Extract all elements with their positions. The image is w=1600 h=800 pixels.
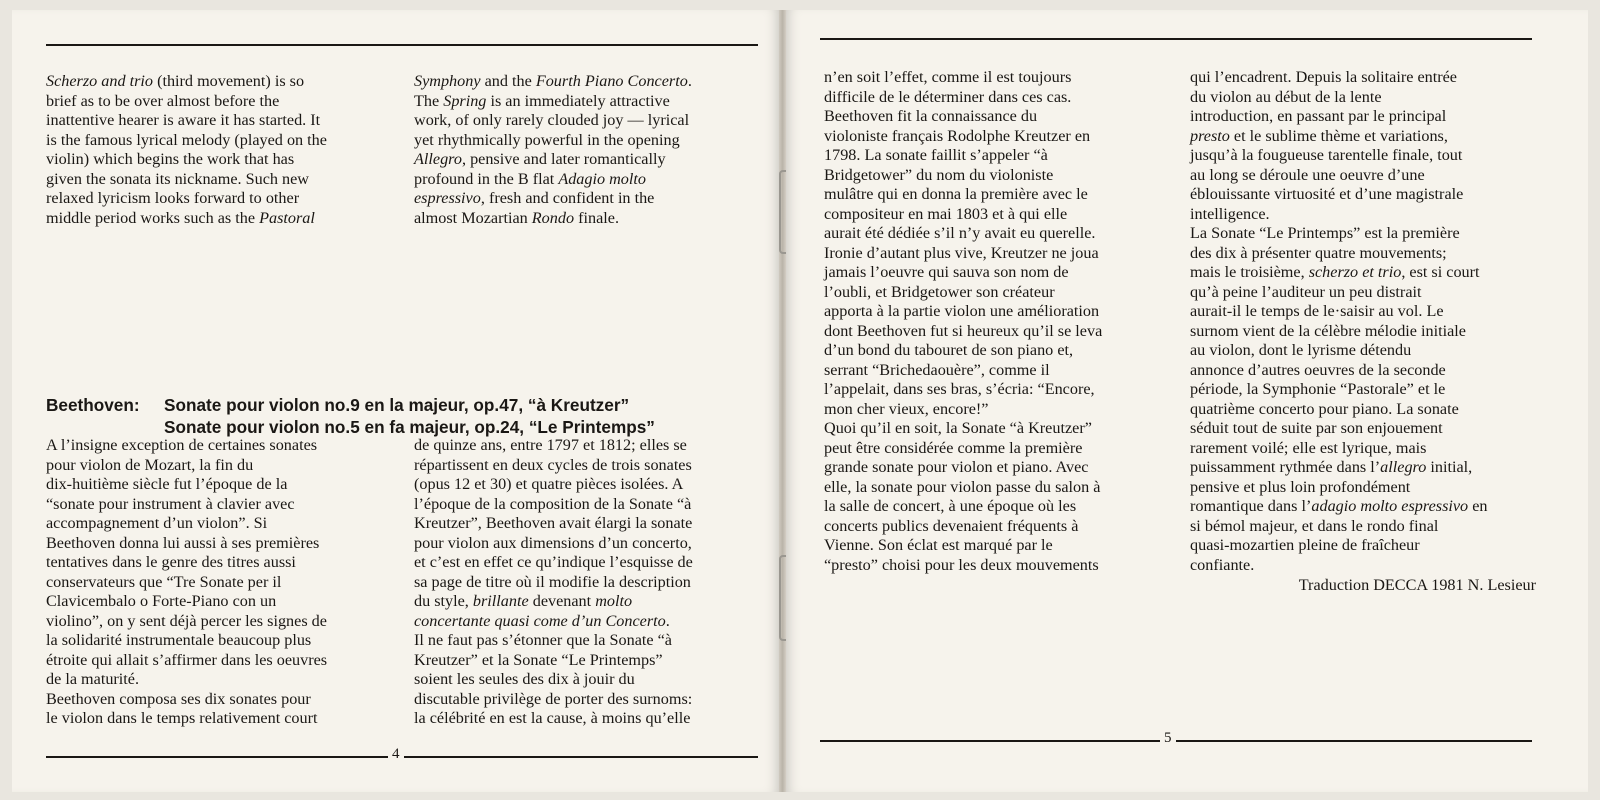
- text-line: Quoi qu’il en soit, la Sonate “à Kreutzer”: [824, 419, 1092, 437]
- text-line: Ironie d’autant plus vive, Kreutzer ne joua: [824, 243, 1099, 262]
- text-line: romantique dans l’adagio molto espressivo en: [1190, 497, 1488, 515]
- text-line: Bridgetower” du nom du violoniste: [824, 165, 1054, 184]
- text-line: quatrième concerto pour piano. La sonate: [1190, 399, 1459, 418]
- text-line: inattentive hearer is aware it has started. It: [46, 111, 321, 129]
- text-line: jusqu’à la fougueuse tarentelle finale, tout: [1190, 146, 1463, 164]
- text-line: difficile de le déterminer dans ces cas.: [824, 87, 1072, 106]
- text-line: de quinze ans, entre 1797 et 1812; elles se: [414, 436, 687, 454]
- text-line: middle period works such as the Pastoral: [46, 208, 315, 227]
- text-line: séduit tout de suite par son enjouement: [1190, 419, 1443, 437]
- text-line: du violon au début de la lente: [1190, 87, 1382, 106]
- text-line: la salle de concert, à une époque où les: [824, 497, 1077, 515]
- english-column-1: [46, 72, 394, 228]
- text-line: répartissent en deux cycles de trois sonates: [414, 455, 692, 474]
- text-line: Beethoven fit la connaissance du: [824, 107, 1038, 125]
- text-line: yet rhythmically powerful in the opening: [414, 130, 680, 149]
- heading-lead: Beethoven:: [46, 395, 140, 415]
- text-line: de la maturité.: [46, 670, 140, 688]
- page-number: 4: [388, 746, 404, 763]
- text-line: La Sonate “Le Printemps” est la première: [1190, 224, 1460, 242]
- text-line: is the famous lyrical melody (played on the: [46, 130, 327, 149]
- text-line: qui l’encadrent. Depuis la solitaire entrée: [1190, 68, 1457, 86]
- text-line: période, la Symphonie “Pastorale” et le: [1190, 380, 1446, 398]
- text-line: éblouissante virtuosité et d’une magistrale: [1190, 185, 1464, 203]
- text-line: l’appelait, dans ses bras, s’écria: “Encore,: [824, 380, 1095, 398]
- text-line: jamais l’oeuvre qui sauva son nom de: [824, 263, 1069, 281]
- text-line: mulâtre qui en donna la première avec le: [824, 185, 1088, 203]
- translation-credit: Traduction DECCA 1981 N. Lesieur: [1298, 576, 1536, 594]
- text-line: “sonate pour instrument à clavier avec: [46, 494, 295, 513]
- text-line: rarement voilé; elle est lyrique, mais: [1190, 438, 1427, 457]
- french-column-3: [824, 68, 1174, 575]
- text-line: sa page de titre où il modifie la description: [414, 572, 691, 591]
- top-rule: [46, 44, 758, 46]
- text-line: l’époque de la composition de la Sonate “à: [414, 494, 692, 513]
- text-line: si bémol majeur, et dans le rondo final: [1190, 516, 1439, 535]
- heading-line-2: Sonate pour violon no.5 en fa majeur, op.24, “Le Printemps”: [164, 417, 655, 437]
- text-line: Beethoven composa ses dix sonates pour: [46, 689, 311, 708]
- french-column-4: [1190, 68, 1536, 575]
- text-line: concerts publics devenaient fréquents à: [824, 516, 1079, 535]
- text-line: Scherzo and trio (third movement) is so: [46, 72, 305, 90]
- text-line: Vienne. Son éclat est marqué par le: [824, 536, 1053, 554]
- text-line: pour violon aux dimensions d’un concerto,: [414, 533, 692, 552]
- text-line: elle, la sonate pour violon passe du salon à: [824, 477, 1101, 496]
- book-gutter: [779, 10, 786, 792]
- text-line: violoniste français Rodolphe Kreutzer en: [824, 126, 1091, 145]
- text-line: relaxed lyricism looks forward to other: [46, 189, 300, 207]
- text-line: mais le troisième, scherzo et trio, est si court: [1190, 263, 1480, 281]
- french-column-1: [46, 436, 396, 729]
- text-line: des dix à présenter quatre mouvements;: [1190, 243, 1447, 262]
- text-line: le violon dans le temps relativement court: [46, 709, 318, 727]
- text-line: intelligence.: [1190, 204, 1270, 223]
- text-line: et c’est en effet ce qu’indique l’esquisse de: [414, 553, 693, 571]
- text-line: apporta à la partie violon une amélioration: [824, 302, 1100, 320]
- bottom-rule: [820, 740, 1532, 742]
- text-line: dix-huitième siècle fut l’époque de la: [46, 475, 288, 493]
- french-column-2: [414, 436, 764, 729]
- text-line: n’en soit l’effet, comme il est toujours: [824, 68, 1072, 86]
- text-line: serrant “Brichedaouère”, comme il: [824, 360, 1050, 379]
- text-line: quasi-mozartien pleine de fraîcheur: [1190, 536, 1420, 554]
- text-line: soient les seules des dix à jouir du: [414, 670, 635, 688]
- text-line: aurait été dédiée s’il n’y avait eu querelle.: [824, 224, 1096, 242]
- text-line: Allegro, pensive and later romantically: [414, 150, 666, 168]
- text-line: Symphony and the Fourth Piano Concerto.: [414, 72, 692, 90]
- text-line: Kreutzer”, Beethoven avait élargi la sonate: [414, 514, 693, 532]
- text-line: (opus 12 et 30) et quatre pièces isolées. A: [414, 475, 684, 493]
- text-line: aurait-il le temps de le·saisir au vol. Le: [1190, 302, 1444, 320]
- text-line: la célébrité en est la cause, à moins qu’elle: [414, 709, 691, 727]
- text-line: peut être considérée comme la première: [824, 438, 1083, 457]
- text-line: discutable privilège de porter des surnoms:: [414, 689, 693, 708]
- top-rule: [820, 38, 1532, 40]
- text-line: la solidarité instrumentale beaucoup plus: [46, 631, 312, 649]
- text-line: qu’à peine l’auditeur un peu distrait: [1190, 282, 1422, 301]
- text-line: d’un bond du tabouret de son piano et,: [824, 341, 1074, 359]
- text-line: profound in the B flat Adagio molto: [414, 169, 646, 188]
- text-line: au long se déroule une oeuvre d’une: [1190, 165, 1425, 184]
- text-line: almost Mozartian Rondo finale.: [414, 208, 619, 227]
- right-page: [786, 10, 1588, 792]
- text-line: étroite qui allait s’affirmer dans les oeuvres: [46, 650, 328, 669]
- text-line: introduction, en passant par le principal: [1190, 107, 1447, 125]
- text-line: confiante.: [1190, 555, 1255, 574]
- text-line: compositeur en mai 1803 et à qui elle: [824, 204, 1068, 223]
- text-line: surnom vient de la célèbre mélodie initiale: [1190, 321, 1466, 340]
- heading-line-1: Sonate pour violon no.9 en la majeur, op.47, “à Kreutzer”: [164, 395, 630, 415]
- text-line: conservateurs que “Tre Sonate per il: [46, 572, 282, 591]
- text-line: l’oubli, et Bridgetower son créateur: [824, 282, 1055, 301]
- text-line: The Spring is an immediately attractive: [414, 91, 670, 110]
- text-line: tentatives dans le genre des titres aussi: [46, 553, 296, 571]
- text-line: accompagnement d’un violon”. Si: [46, 514, 268, 532]
- text-line: du style, brillante devenant molto: [414, 592, 633, 610]
- text-line: brief as to be over almost before the: [46, 91, 280, 110]
- text-line: dont Beethoven fut si heureux qu’il se leva: [824, 321, 1103, 340]
- text-line: violin) which begins the work that has: [46, 150, 295, 168]
- text-line: Kreutzer” et la Sonate “Le Printemps”: [414, 650, 663, 669]
- text-line: mon cher vieux, encore!”: [824, 399, 989, 418]
- text-line: grande sonate pour violon et piano. Avec: [824, 458, 1089, 476]
- text-line: concertante quasi come d’un Concerto.: [414, 611, 670, 630]
- text-line: puissamment rythmée dans l’allegro initial,: [1190, 458, 1473, 476]
- text-line: A l’insigne exception de certaines sonates: [46, 436, 318, 454]
- text-line: given the sonata its nickname. Such new: [46, 169, 309, 188]
- text-line: Beethoven donna lui aussi à ses premières: [46, 533, 320, 552]
- text-line: Il ne faut pas s’étonner que la Sonate “à: [414, 631, 672, 649]
- text-line: Clavicembalo o Forte-Piano con un: [46, 592, 277, 610]
- text-line: pensive et plus loin profondément: [1190, 477, 1411, 496]
- text-line: “presto” choisi pour les deux mouvements: [824, 555, 1099, 574]
- text-line: annonce d’autres oeuvres de la seconde: [1190, 360, 1446, 379]
- text-line: presto et le sublime thème et variations,: [1190, 126, 1448, 145]
- english-column-2: [414, 72, 762, 228]
- text-line: pour violon de Mozart, la fin du: [46, 455, 254, 474]
- text-line: work, of only rarely clouded joy — lyrical: [414, 111, 690, 129]
- text-line: 1798. La sonate faillit s’appeler “à: [824, 146, 1048, 164]
- text-line: au violon, dont le lyrisme détendu: [1190, 341, 1412, 359]
- text-line: espressivo, fresh and confident in the: [414, 189, 655, 207]
- left-page: [12, 10, 779, 792]
- text-line: violino”, on y sent déjà percer les signes de: [46, 611, 327, 630]
- section-heading: [46, 394, 786, 438]
- page-number: 5: [1160, 730, 1176, 747]
